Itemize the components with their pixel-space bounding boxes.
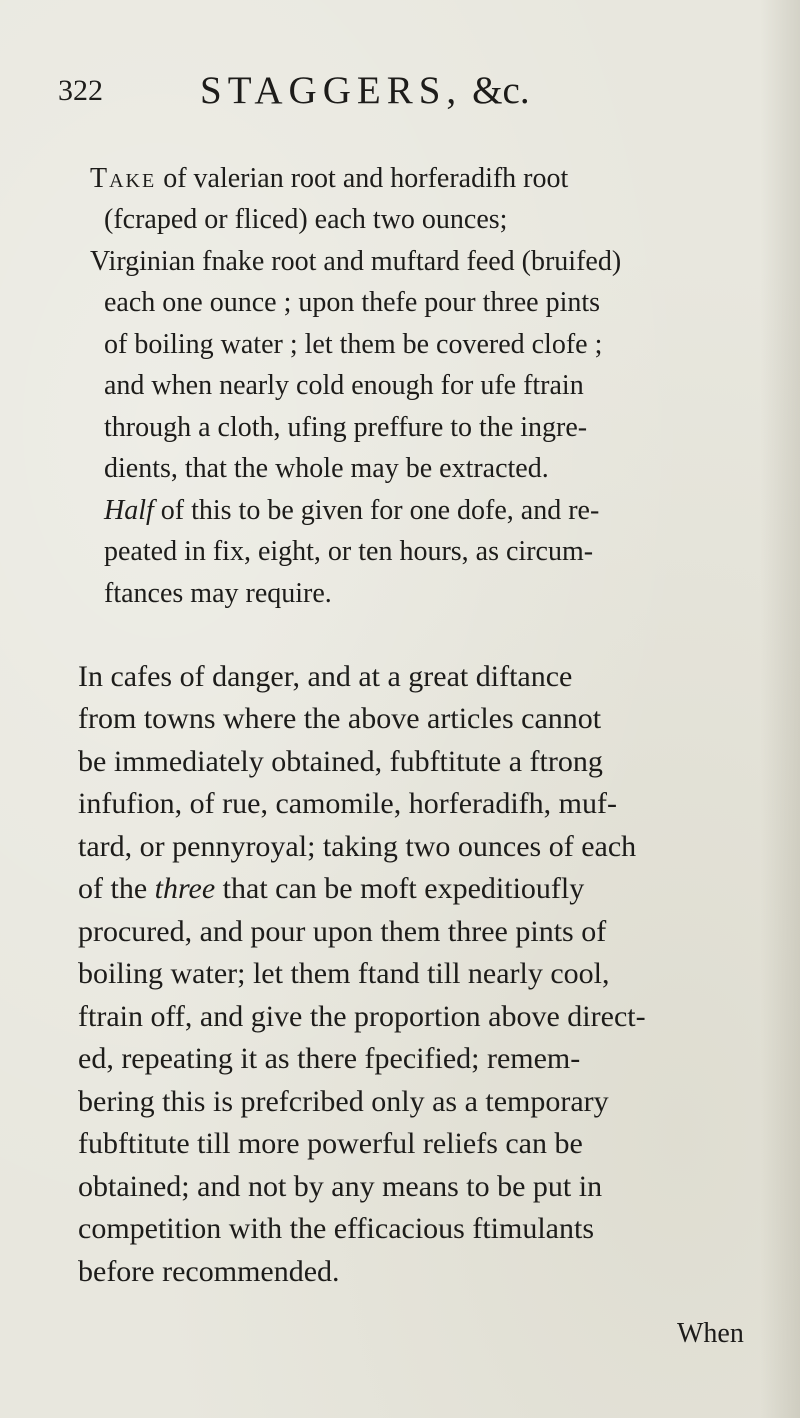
text-line: obtained; and not by any means to be put in: [78, 1170, 603, 1203]
text-line: [104, 492, 599, 530]
running-head-etc: &c.: [472, 69, 530, 112]
text-line: and when nearly cold enough for ufe ftrain: [104, 370, 584, 401]
text-line: ed, repeating it as there fpecified; remem-: [78, 1042, 581, 1075]
text-line: (fcraped or fliced) each two ounces;: [104, 204, 508, 235]
text-line: bering this is prefcribed only as a temporary: [78, 1085, 609, 1118]
lead-word: Take: [90, 163, 157, 194]
text-line: ftances may require.: [104, 578, 332, 609]
running-head: [200, 68, 530, 113]
text-line: Virginian fnake root and muftard feed (bruifed): [90, 246, 622, 277]
italic-word: three: [154, 872, 216, 905]
running-head-title: STAGGERS,: [200, 69, 463, 112]
text-line: ftrain off, and give the proportion above direct-: [78, 1000, 646, 1033]
text-line: fubftitute till more powerful reliefs can be: [78, 1127, 583, 1160]
page-edge-shadow: [760, 0, 800, 1418]
line-text: of this to be given for one dofe, and re-: [153, 495, 600, 526]
text-line: procured, and pour upon them three pints of: [78, 915, 607, 948]
text-line: peated in fix, eight, or ten hours, as circum-: [104, 536, 594, 567]
text-line: [78, 870, 584, 908]
text-line: through a cloth, ufing preffure to the ingre-: [104, 412, 588, 443]
text-line: dients, that the whole may be extracted.: [104, 453, 549, 484]
catchword: When: [677, 1318, 744, 1349]
line-text: of the: [78, 872, 155, 905]
text-line: [90, 160, 568, 198]
text-line: before recommended.: [78, 1255, 340, 1288]
text-line: from towns where the above articles cannot: [78, 702, 602, 735]
page-header: [58, 62, 758, 112]
text-line: tard, or pennyroyal; taking two ounces of each: [78, 830, 637, 863]
page-number: 322: [58, 74, 103, 107]
text-line: each one ounce ; upon thefe pour three pints: [104, 287, 601, 318]
text-line: boiling water; let them ftand till nearly cool,: [78, 957, 610, 990]
text-line: of boiling water ; let them be covered clofe ;: [104, 329, 603, 360]
italic-word: Half: [104, 495, 154, 526]
text-line: In cafes of danger, and at a great diftance: [78, 660, 573, 693]
text-line: competition with the efficacious ftimulants: [78, 1212, 594, 1245]
line-text: of valerian root and horferadifh root: [156, 163, 569, 194]
line-text: that can be moft expeditioufly: [215, 872, 585, 905]
text-line: be immediately obtained, fubftitute a ftrong: [78, 745, 603, 778]
text-line: infufion, of rue, camomile, horferadifh, muf-: [78, 787, 617, 820]
